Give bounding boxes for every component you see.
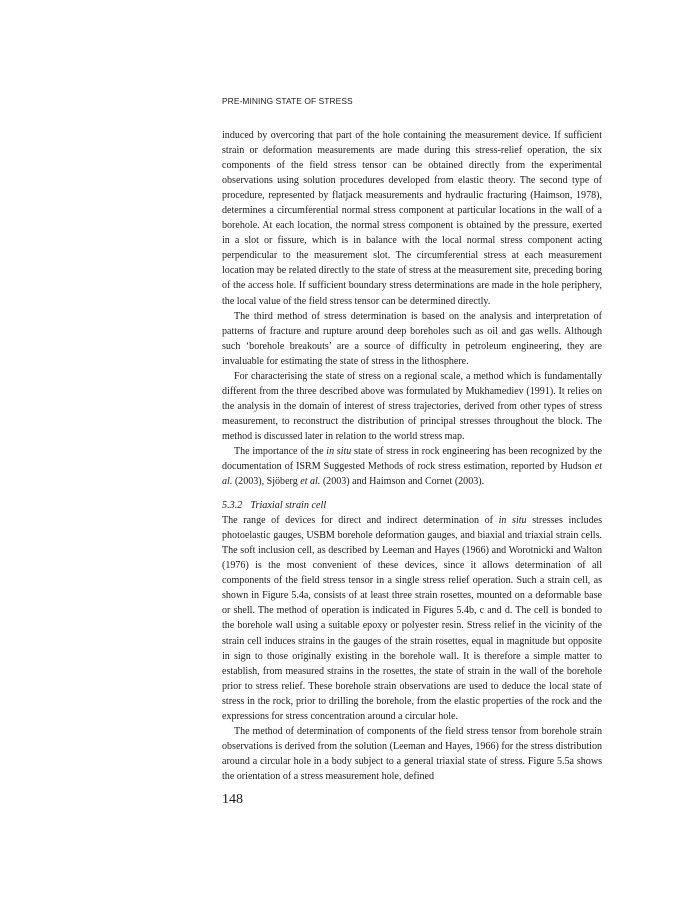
body-text — [222, 128, 602, 784]
paragraph-5-text: The range of devices for direct and indirect determination of — [222, 515, 499, 527]
page-number: 148 — [222, 792, 243, 807]
paragraph-4-italic: et al. — [300, 476, 321, 488]
paragraph-3: For characterising the state of stress on a regional scale, a method which is fundamentally different from the three described above was formulated by Mukhamediev (1991). It relies on the analysis in the domain of interest of stress trajectories, derived from other types of stress measurement, to reconstruct the distribution of principal stresses throughout the block. The method is discussed later in relation to the world stress map. — [222, 370, 602, 442]
section-heading — [222, 498, 602, 513]
paragraph-5-text: stresses includes photoelastic gauges, USBM borehole deformation gauges, and biaxial and triaxial strain cells. The soft inclusion cell, as described by Leeman and Hayes (1966) and Worotnicki and Walton (1976) is the most convenient of these devices, since it allows determination of all components of the field stress tensor in a single stress relief operation. Such a strain cell, as shown in Figure 5.4a, consists of at least three strain rosettes, mounted on a deformable base or shell. The method of operation is indicated in Figures 5.4b, c and d. The cell is bonded to the borehole wall using a suitable epoxy or polyester resin. Stress relief in the vicinity of the strain cell induces strains in the gauges of the strain rosettes, equal in magnitude but opposite in sign to those originally existing in the borehole wall. It is therefore a simple matter to establish, from measured strains in the rosettes, the state of strain in the wall of the borehole prior to stress relief. These borehole strain observations are used to deduce the local state of stress in the rock, prior to drilling the borehole, from the elastic properties of the rock and the expressions for stress concentration around a circular hole. — [222, 515, 603, 722]
section-number: 5.3.2 — [222, 500, 243, 512]
paragraph-4-text: state of stress in rock engineering has been recognized by the documentation of ISRM Suggested Methods of rock stress estimation, reported by Hudson — [222, 445, 603, 473]
running-head: PRE-MINING STATE OF STRESS — [222, 96, 353, 106]
paragraph-4-text: (2003), Sjöberg — [232, 476, 301, 488]
paragraph-5-italic: in situ — [498, 515, 527, 527]
paragraph-2: The third method of stress determination is based on the analysis and interpretation of patterns of fracture and rupture around deep boreholes such as oil and gas wells. Although such ‘borehole breakouts’ are a source of difficulty in petroleum engineering, they are invaluable for estimating the state of stress in the lithosphere. — [222, 310, 602, 367]
paragraph-4-italic: et al. — [222, 461, 602, 488]
paragraph-4-italic: in situ — [326, 445, 352, 457]
paragraph-5 — [222, 513, 602, 724]
paragraph-4-text: The importance of the — [234, 445, 327, 457]
paragraph-1: induced by overcoring that part of the hole containing the measurement device. If sufficient strain or deformation measurements are made during this stress-relief operation, the six components of the field stress tensor can be obtained directly from the experimental observations using solution procedures developed from elastic theory. The second type of procedure, represented by flatjack measurements and hydraulic fracturing (Haimson, 1978), determines a circumferential normal stress component at particular locations in the wall of a borehole. At each location, the normal stress component is obtained by the pressure, exerted in a slot or fissure, which is in balance with the local normal stress component acting perpendicular to the measurement slot. The circumferential stress at each measurement location may be related directly to the state of stress at the measurement site, preceding boring of the access hole. If sufficient boundary stress determinations are made in the hole periphery, the local value of the field stress tensor can be determined directly. — [222, 130, 602, 307]
section-title: Triaxial strain cell — [250, 500, 327, 512]
paragraph-4-text: (2003) and Haimson and Cornet (2003). — [320, 476, 485, 488]
paragraph-6: The method of determination of components of the field stress tensor from borehole strain observations is derived from the solution (Leeman and Hayes, 1966) for the stress distribution around a circular hole in a body subject to a general triaxial state of stress. Figure 5.5a shows the orientation of a stress measurement hole, defined — [222, 725, 602, 782]
paragraph-4 — [222, 444, 602, 489]
